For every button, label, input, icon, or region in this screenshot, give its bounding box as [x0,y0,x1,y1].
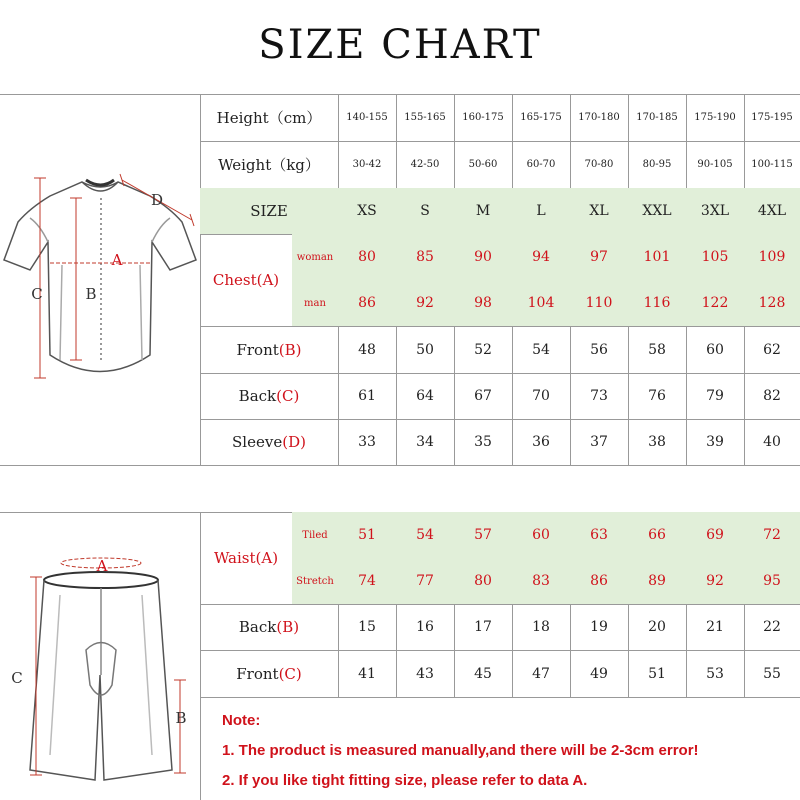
jersey-label-d: D [150,191,164,209]
man-chest-cell: 110 [585,295,613,311]
jersey-back-label [200,373,338,419]
shorts-back-cell: 16 [416,619,434,635]
jersey-back-cell: 61 [358,388,376,404]
shorts-front-label [200,650,338,697]
jersey-back-cell: 79 [706,388,724,404]
shorts-front-cell: 41 [358,665,376,682]
jersey-sleeve-cell: 39 [706,434,724,450]
jersey-front-cell: 60 [706,341,724,358]
height-cell: 165-175 [520,112,562,123]
shorts-label-a: A [96,557,108,575]
note-line-2: 2. If you like tight fitting size, please refer to data A. [222,772,588,789]
shorts-back-label [200,604,338,650]
stretch-cell: 77 [416,573,434,589]
stretch-cell: 89 [648,573,666,589]
jersey-front-label [200,326,338,373]
jersey-sleeve-cell: 38 [648,434,666,450]
woman-chest-cell: 80 [358,249,376,265]
shorts-back-cell: 20 [648,619,666,635]
size-cell: XS [357,203,377,219]
woman-chest-cell: 90 [474,249,492,265]
shorts-back-label-text: Back [238,618,277,636]
shorts-label-c: C [11,669,23,687]
jersey-back-cell: 82 [763,388,781,404]
height-cell: 155-165 [404,112,446,123]
jersey-sleeve-cell: 40 [763,434,781,450]
shorts-back-cell: 17 [474,619,492,635]
jersey-back-label-text: Back [238,387,277,405]
tiled-cell: 66 [648,527,666,543]
man-chest-cell: 128 [758,295,786,311]
man-chest-cell: 122 [701,295,729,311]
weight-cell: 60-70 [526,159,556,170]
woman-chest-cell: 109 [758,249,786,265]
size-cell: 3XL [700,203,730,219]
jersey-front-label-text: Front [236,340,279,359]
jersey-back-cell: 70 [532,388,550,404]
stretch-cell: 86 [590,573,608,589]
stretch-cell: 74 [358,573,376,589]
jersey-front-cell: 56 [590,341,608,358]
stretch-cell: 83 [532,573,550,589]
woman-chest-cell: 101 [643,249,671,265]
shorts-back-cell: 18 [532,619,550,635]
jersey-sleeve-label [200,419,338,465]
weight-cell: 42-50 [410,159,440,170]
tiled-cell: 54 [416,527,434,543]
jersey-front-cell: 62 [763,341,781,358]
shorts-back-label-code: (B) [276,618,300,636]
woman-chest-cell: 94 [532,249,550,265]
page-title: SIZE CHART [258,22,542,68]
shorts-back-cell: 22 [763,619,781,635]
man-chest-cell: 98 [474,295,492,311]
height-cell: 170-180 [578,112,620,123]
jersey-front-label-code: (B) [278,340,302,359]
shorts-row-line [200,697,800,698]
weight-cell: 50-60 [468,159,498,170]
jersey-diagram [0,170,200,395]
weight-cell: 80-95 [642,159,672,170]
tiled-cell: 63 [590,527,608,543]
height-cell: 140-155 [346,112,388,123]
woman-chest-cell: 105 [701,249,729,265]
shorts-back-cell: 15 [358,619,376,635]
tiled-cell: 51 [358,527,376,543]
shorts-front-cell: 47 [532,665,550,682]
shorts-front-cell: 55 [763,665,781,682]
jersey-label-a: A [111,251,123,269]
jersey-back-cell: 73 [590,388,608,404]
shorts-front-cell: 43 [416,665,434,682]
jersey-bottom-border [0,465,800,466]
note-heading: Note: [222,712,261,729]
man-chest-cell: 116 [643,295,671,311]
tiled-label: Tiled [302,529,328,541]
tiled-cell: 57 [474,527,492,543]
weight-cell: 100-115 [751,159,793,170]
height-cell: 175-195 [751,112,793,123]
weight-cell: 30-42 [352,159,382,170]
jersey-sleeve-cell: 35 [474,434,492,450]
jersey-front-cell: 58 [648,341,666,358]
height-label: Height（cm） [216,109,322,127]
shorts-front-cell: 53 [706,665,724,682]
weight-cell: 90-105 [697,159,733,170]
chest-label: Chest(A) [212,271,280,289]
note-line-1: 1. The product is measured manually,and there will be 2-3cm error! [222,742,699,759]
jersey-back-label-code: (C) [276,387,300,405]
jersey-sleeve-cell: 36 [532,434,550,450]
shorts-front-label-code: (C) [278,664,302,683]
shorts-diagram [0,555,200,800]
size-cell: 4XL [757,203,787,219]
size-label: SIZE [250,202,288,220]
size-cell: S [420,203,430,219]
man-chest-cell: 104 [527,295,555,311]
waist-label: Waist(A) [213,549,279,567]
jersey-outline [4,182,196,372]
tiled-cell: 60 [532,527,550,543]
size-cell: XXL [642,203,672,219]
jersey-label-b: B [85,285,97,303]
size-cell: XL [589,203,609,219]
man-chest-cell: 86 [358,295,376,311]
jersey-front-cell: 50 [416,341,434,358]
stretch-cell: 80 [474,573,492,589]
weight-cell: 70-80 [584,159,614,170]
woman-label: woman [296,251,334,263]
shorts-front-cell: 45 [474,665,492,682]
shorts-front-cell: 49 [590,665,608,682]
notes [222,708,792,798]
jersey-sleeve-cell: 34 [416,434,434,450]
jersey-back-cell: 67 [474,388,492,404]
shorts-front-cell: 51 [648,665,666,682]
jersey-sleeve-cell: 33 [358,434,376,450]
jersey-front-cell: 48 [358,341,376,358]
jersey-front-cell: 52 [474,341,492,358]
tiled-cell: 72 [763,527,781,543]
shorts-back-cell: 21 [706,619,724,635]
jersey-sleeve-label-code: (D) [282,433,306,451]
shorts-back-cell: 19 [590,619,608,635]
size-cell: M [475,203,491,219]
jersey-sleeve-label-text: Sleeve [232,433,283,451]
height-cell: 160-175 [462,112,504,123]
tiled-cell: 69 [706,527,724,543]
weight-label: Weight（kg） [218,156,320,174]
height-cell: 170-185 [636,112,678,123]
jersey-back-cell: 76 [648,388,666,404]
stretch-cell: 95 [763,573,781,589]
man-label: man [304,297,326,309]
shorts-label-b: B [175,709,187,727]
shorts-front-label-text: Front [236,664,279,683]
jersey-label-c: C [31,285,43,303]
jersey-sleeve-cell: 37 [590,434,608,450]
size-cell: L [536,203,546,219]
stretch-cell: 92 [706,573,724,589]
stretch-label: Stretch [296,575,334,587]
woman-chest-cell: 97 [590,249,608,265]
man-chest-cell: 92 [416,295,434,311]
jersey-front-cell: 54 [532,341,550,358]
woman-chest-cell: 85 [416,249,434,265]
jersey-back-cell: 64 [416,388,434,404]
height-cell: 175-190 [694,112,736,123]
